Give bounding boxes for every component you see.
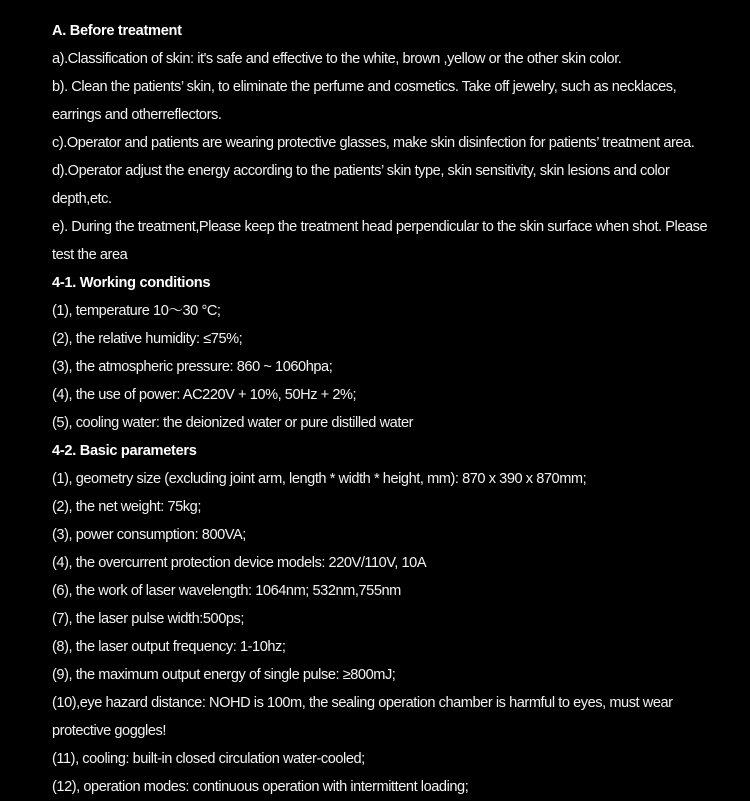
text-line: (6), the work of laser wavelength: 1064nm; 532nm,755nm	[52, 583, 401, 599]
text-line: (2), the relative humidity: ≤75%;	[52, 331, 243, 347]
text-line: (3), power consumption: 800VA;	[52, 527, 246, 543]
section-heading: 4-1. Working conditions	[52, 275, 211, 291]
text-line: (1), geometry size (excluding joint arm, length * width * height, mm): 870 x 390 x 870mm;	[52, 471, 587, 487]
text-line: c).Operator and patients are wearing protective glasses, make skin disinfection for patients’ treatment area.	[52, 135, 695, 151]
text-line: (4), the overcurrent protection device models: 220V/110V, 10A	[52, 555, 427, 571]
text-line: (11), cooling: built-in closed circulation water-cooled;	[52, 751, 365, 767]
text-line: depth,etc.	[52, 191, 112, 207]
text-line: (3), the atmospheric pressure: 860 ~ 1060hpa;	[52, 359, 333, 375]
text-line: (9), the maximum output energy of single pulse: ≥800mJ;	[52, 667, 396, 683]
text-line: (8), the laser output frequency: 1-10hz;	[52, 639, 286, 655]
text-line: e). During the treatment,Please keep the treatment head perpendicular to the skin surface when shot. Please	[52, 219, 708, 235]
text-line: (5), cooling water: the deionized water or pure distilled water	[52, 415, 414, 431]
text-line: (7), the laser pulse width:500ps;	[52, 611, 245, 627]
section-heading: 4-2. Basic parameters	[52, 443, 197, 459]
document-body	[52, 17, 742, 801]
text-line: (10),eye hazard distance: NOHD is 100m, the sealing operation chamber is harmful to eyes, must wear	[52, 695, 673, 711]
section-heading: A. Before treatment	[52, 23, 182, 39]
text-line: protective goggles!	[52, 723, 166, 739]
text-line: (12), operation modes: continuous operation with intermittent loading;	[52, 779, 469, 795]
text-line: (1), temperature 10～30 °C;	[52, 303, 221, 319]
text-line: (2), the net weight: 75kg;	[52, 499, 201, 515]
text-line: a).Classification of skin: it's safe and effective to the white, brown ,yellow or the other skin color.	[52, 51, 622, 67]
text-line: d).Operator adjust the energy according to the patients’ skin type, skin sensitivity, skin lesions and color	[52, 163, 670, 179]
text-line: b). Clean the patients’ skin, to eliminate the perfume and cosmetics. Take off jewelry, such as necklaces,	[52, 79, 677, 95]
text-line: earrings and otherreflectors.	[52, 107, 222, 123]
text-line: (4), the use of power: AC220V + 10%, 50Hz + 2%;	[52, 387, 357, 403]
text-line: test the area	[52, 247, 128, 263]
